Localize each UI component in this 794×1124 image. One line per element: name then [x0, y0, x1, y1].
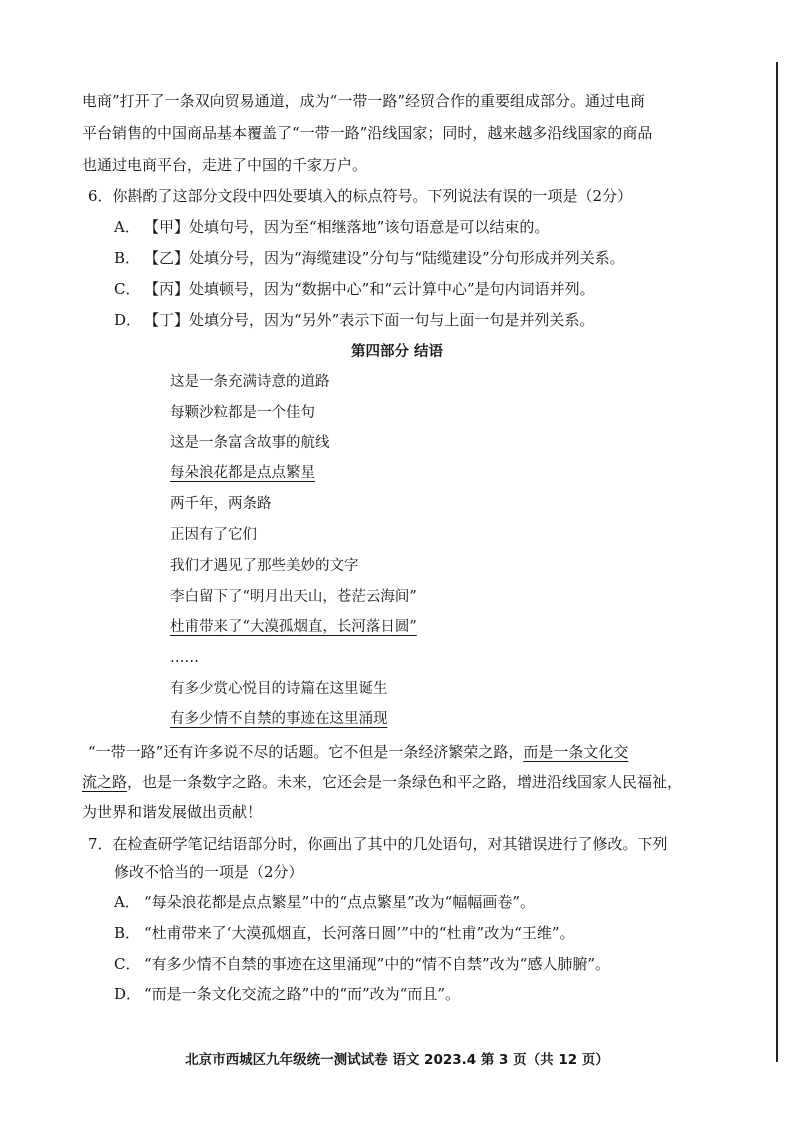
poem-line-4-underlined: 每朵浪花都是点点繁星 [170, 465, 315, 481]
poem-line-5: 两千年，两条路 [170, 496, 272, 512]
option-letter: C． [114, 280, 141, 298]
question-6-option-c [114, 279, 595, 299]
question-7-option-a [114, 892, 535, 912]
question-6-option-b [114, 248, 625, 268]
question-6-option-d [114, 310, 594, 330]
question-7-option-c [114, 954, 610, 974]
page-footer: 北京市西城区九年级统一测试试卷 语文 2023.4 第 3 页（共 12 页） [185, 1052, 609, 1068]
poem-line-7: 我们才遇见了那些美妙的文字 [170, 558, 359, 574]
option-letter: B． [114, 249, 141, 267]
closing-underlined-text: 而是一条文化交 [523, 743, 629, 761]
option-letter: D． [114, 985, 142, 1003]
closing-line-1 [88, 742, 628, 762]
closing-text: ，也是一条数字之路。未来，它还会是一条绿色和平之路，增进沿线国家人民福祉， [127, 773, 683, 791]
option-text: 【甲】处填句号，因为至“相继落地”该句语意是可以结束的。 [144, 218, 550, 236]
closing-underlined-text: 流之路 [82, 773, 128, 791]
poem-line-2: 每颗沙粒都是一个佳句 [170, 405, 315, 421]
intro-line-2: 平台销售的中国商品基本覆盖了“一带一路”沿线国家；同时，越来越多沿线国家的商品 [82, 124, 653, 142]
intro-line-3: 也通过电商平台，走进了中国的千家万户。 [82, 156, 368, 174]
closing-line-2 [82, 772, 682, 792]
option-text: 【丁】处填分号，因为“另外”表示下面一句与上面一句是并列关系。 [144, 311, 595, 329]
poem-line-1: 这是一条充满诗意的道路 [170, 374, 330, 390]
question-7-option-d [114, 984, 460, 1004]
option-letter: B． [114, 924, 141, 942]
poem-ellipsis: …… [170, 650, 199, 666]
page-edge-rule [776, 62, 778, 1062]
option-text: 【丙】处填顿号，因为“数据中心”和“云计算中心”是句内词语并列。 [144, 280, 595, 298]
question-7-option-b [114, 923, 575, 943]
poem-line-6: 正因有了它们 [170, 527, 257, 543]
question-7-stem-line-2: 修改不恰当的一项是（2分） [114, 863, 304, 881]
section-4-title: 第四部分 结语 [350, 344, 444, 360]
poem-line-11: 有多少赏心悦目的诗篇在这里诞生 [170, 681, 388, 697]
poem-line-12-underlined: 有多少情不自禁的事迹在这里涌现 [170, 711, 388, 727]
question-7-stem-line-1: 7．在检查研学笔记结语部分时，你画出了其中的几处语句，对其错误进行了修改。下列 [88, 835, 668, 853]
question-6-stem: 6．你斟酌了这部分文段中四处要填入的标点符号。下列说法有误的一项是（2分） [88, 187, 633, 205]
option-text: “每朵浪花都是点点繁星”中的“点点繁星”改为“幅幅画卷”。 [144, 893, 536, 911]
question-6-option-a [114, 217, 549, 237]
poem-line-9-underlined: 杜甫带来了“大漠孤烟直，长河落日圆” [170, 619, 417, 635]
poem-line-3: 这是一条富含故事的航线 [170, 435, 330, 451]
option-text: 【乙】处填分号，因为“海缆建设”分句与“陆缆建设”分句形成并列关系。 [144, 249, 625, 267]
option-letter: D． [114, 311, 142, 329]
option-text: “杜甫带来了‘大漠孤烟直，长河落日圆’”中的“杜甫”改为“王维”。 [144, 924, 575, 942]
option-text: “有多少情不自禁的事迹在这里涌现”中的“情不自禁”改为“感人肺腑”。 [144, 955, 611, 973]
option-letter: A． [114, 218, 140, 236]
closing-line-3: 为世界和谐发展做出贡献！ [82, 803, 263, 821]
option-text: “而是一条文化交流之路”中的“而”改为“而且”。 [144, 985, 461, 1003]
option-letter: C． [114, 955, 141, 973]
poem-line-8: 李白留下了“明月出天山，苍茫云海间” [170, 589, 417, 605]
closing-text: “一带一路”还有许多说不尽的话题。它不但是一条经济繁荣之路， [88, 743, 524, 761]
option-letter: A． [114, 893, 140, 911]
intro-line-1: 电商”打开了一条双向贸易通道，成为“一带一路”经贸合作的重要组成部分。通过电商 [82, 92, 646, 110]
